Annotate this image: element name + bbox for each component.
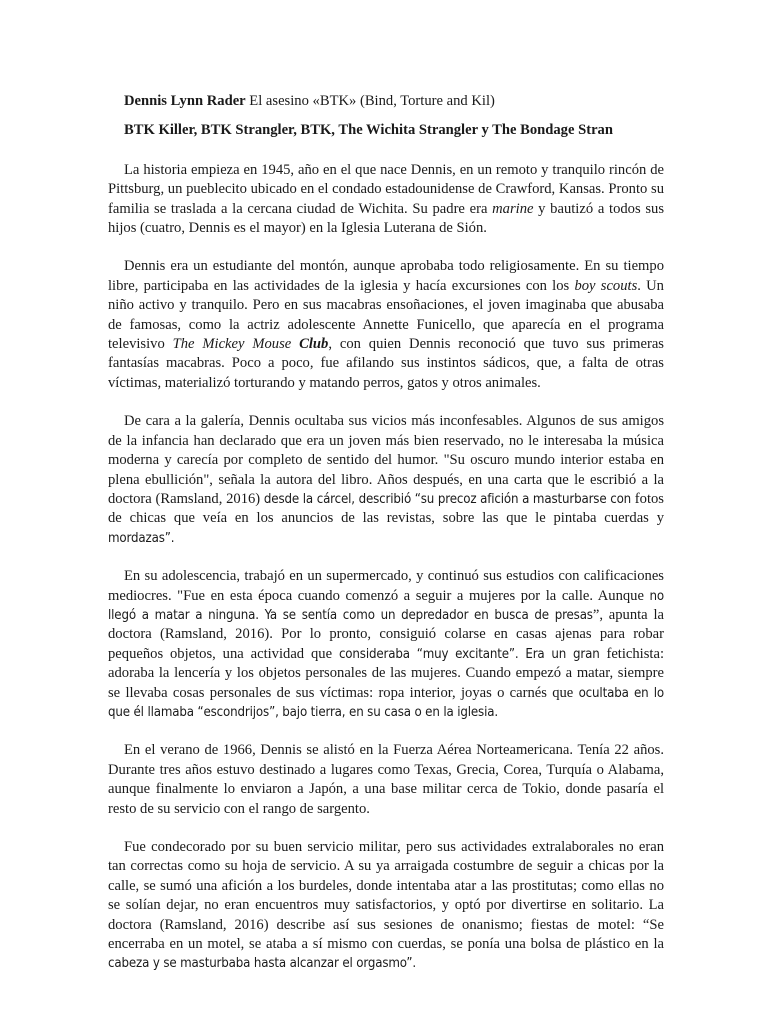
p2-text-b: . Un niño activo y tranquilo. Pero en sus macabras ensoñaciones, el joven imaginaba que abusaba de famosas, como la actriz adolescente Annette Funicello, que aparecía en el programa televisivo [108, 277, 664, 353]
p4-alt-text-3: ocultaba en lo que él llamaba “escondrijos”, bajo tierra, en su casa o en la iglesia. [108, 685, 664, 720]
p4-text-b: ”, apunta la doctora (Ramsland, 2016). Por lo pronto, consiguió colarse en casas ajenas para robar pequeños objetos, una actividad que [108, 606, 664, 662]
title-name: Dennis Lynn Rader [124, 93, 246, 109]
p6-text-a: Fue condecorado por su buen servicio militar, pero sus actividades extralaborales no eran tan correctas como su hoja de servicio. A su ya arraigada costumbre de seguir a chicas por la calle, se sumó una afición a los burdeles, donde intentaba atar a las prostitutas; como ellas no se solían dejar, no eran encuentros muy satisfactorios, y optó por divertirse en solitario. La doctora (Ramsland, 2016) describe así sus sesiones de onanismo; fiestas de motel: “Se encerraba en un motel, se ataba a sí mismo con cuerdas, se ponía una bolsa de plástico en la [108, 839, 664, 953]
p3-alt-text-2: mordazas”. [108, 530, 175, 546]
p1-text-a: La historia empieza en 1945, año en el que nace Dennis, en un remoto y tranquilo rincón de Pittsburg, un pueblecito ubicado en el condado estadounidense de Crawford, Kansas. Pronto su familia se traslada a la cercana ciudad de Wichita. Su padre era [108, 161, 664, 217]
p4-alt-text: no llegó a matar a ninguna. Ya se sentía como un depredador en busca de presas [108, 588, 664, 623]
p4-text-a: En su adolescencia, trabajó en un supermercado, y continuó sus estudios con calificaciones mediocres. "Fue en esta época cuando comenzó a seguir a mujeres por la calle. Aunque [108, 568, 664, 604]
paragraph-1 [108, 161, 664, 239]
document-title [108, 92, 664, 111]
p2-text-a: Dennis era un estudiante del montón, aunque aprobaba todo religiosamente. En su tiempo libre, participaba en las actividades de la iglesia y hacía excursiones con los [108, 258, 664, 294]
p2-italic: boy scouts [574, 277, 638, 294]
p2-italic-show-bold: Club [299, 336, 329, 353]
p2-italic-show: The Mickey Mouse [172, 336, 300, 353]
p3-text-b: fotos de chicas que veía en los anuncios de las revistas, sobre las que le pintaba cuerdas y [108, 490, 664, 527]
paragraph-4 [108, 567, 664, 722]
p2-text-c: , con quien Dennis reconoció que tuvo sus primeras fantasías macabras. Poco a poco, fue afilando sus instintos sádicos, que, a falta de otras víctimas, materializó torturando y matando perros, gatos y otros animales. [108, 336, 664, 391]
p3-alt-text: desde la cárcel, describió “su precoz afición a masturbarse con [263, 491, 632, 507]
paragraph-5: En el verano de 1966, Dennis se alistó en la Fuerza Aérea Norteamericana. Tenía 22 años. Durante tres años estuvo destinado a lugares como Texas, Grecia, Corea, Turquía o Alabama, aunque finalmente lo enviaron a Japón, a una base militar cerca de Tokio, donde pasaría el resto de su servicio con el rango de sargento. [108, 742, 664, 817]
paragraph-3 [108, 412, 664, 548]
p1-italic: marine [492, 200, 534, 217]
paragraph-2 [108, 257, 664, 393]
paragraph-6 [108, 838, 664, 974]
p4-text-c: fetichista: adoraba la lencería y los objetos personales de las mujeres. Cuando empezó a matar, siempre se llevaba cosas personales de sus víctimas: ropa interior, joyas o carnés que [108, 645, 664, 701]
p6-alt-text: cabeza y se masturbaba hasta alcanzar el orgasmo”. [108, 956, 417, 972]
document-subtitle: BTK Killer, BTK Strangler, BTK, The Wichita Strangler y The Bondage Stran [124, 122, 613, 139]
p1-text-b: y bautizó a todos sus hijos (cuatro, Dennis es el mayor) en la Iglesia Luterana de Sión. [108, 200, 664, 237]
title-rest: El asesino «BTK» (Bind, Torture and Kil) [245, 93, 495, 109]
p3-text-a: De cara a la galería, Dennis ocultaba sus vicios más inconfesables. Algunos de sus amigos de la infancia han declarado que era un joven más bien reservado, no le interesaba la música moderna y carecía por completo de sentido del humor. "Su oscuro mundo interior estaba en plena ebullición", señala la autora del libro. Años después, en una carta que le escribió a la doctora (Ramsland, 2016) [108, 413, 664, 507]
p4-alt-text-2: consideraba “muy excitante”. Era un gran [338, 646, 600, 662]
